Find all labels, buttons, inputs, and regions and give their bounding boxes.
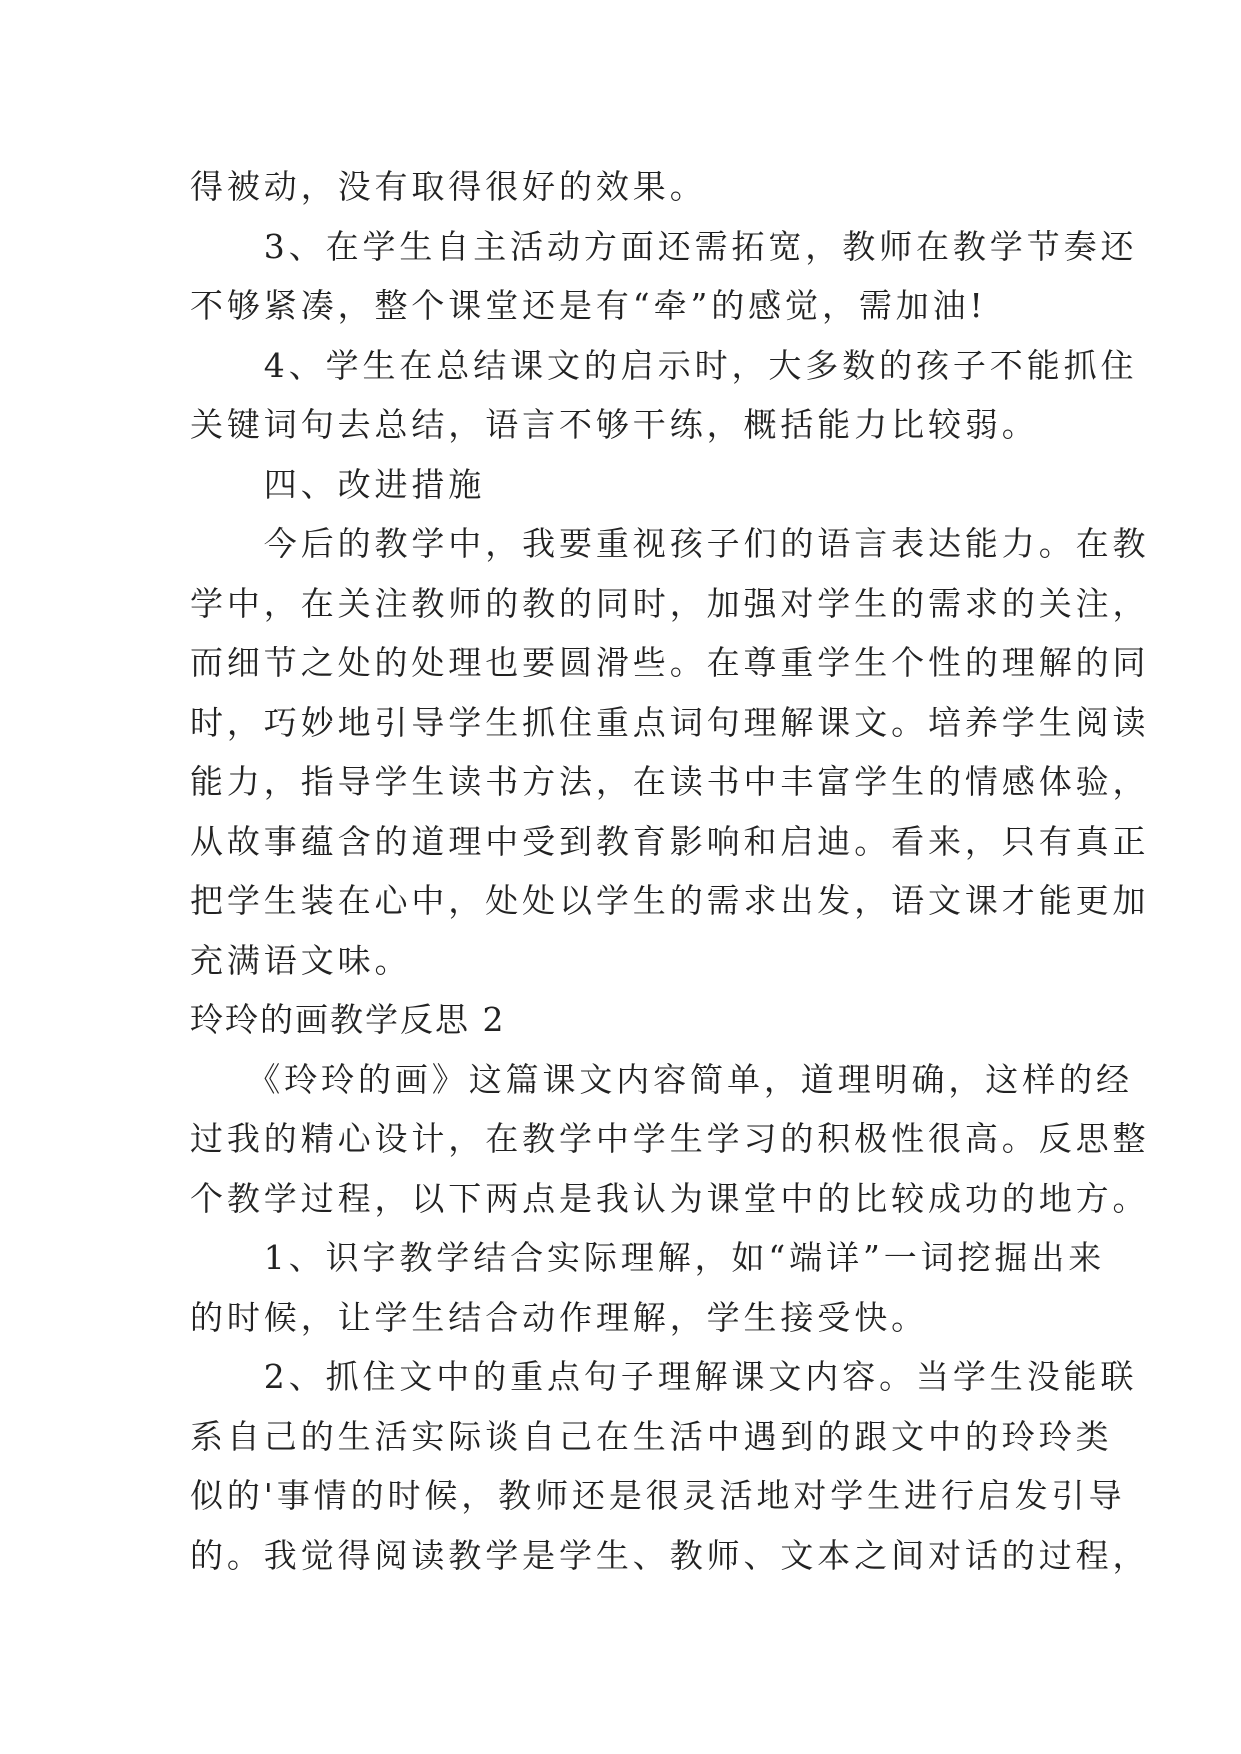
section-heading: 四、改进措施 bbox=[190, 464, 486, 504]
text-line: 个教学过程，以下两点是我认为课堂中的比较成功的地方。 bbox=[190, 1178, 1150, 1218]
text-line: 似的'事情的时候，教师还是很灵活地对学生进行启发引导 bbox=[190, 1476, 1126, 1515]
article-title: 玲玲的画教学反思 2 bbox=[190, 1000, 506, 1039]
text-line: 今后的教学中，我要重视孩子们的语言表达能力。在教 bbox=[190, 524, 1150, 563]
text-line: 把学生装在心中，处处以学生的需求出发，语文课才能更加 bbox=[190, 881, 1150, 920]
text-line: 能力，指导学生读书方法，在读书中丰富学生的情感体验， bbox=[190, 762, 1150, 801]
document-body bbox=[190, 157, 1150, 1585]
text-line: 时，巧妙地引导学生抓住重点词句理解课文。培养学生阅读 bbox=[190, 702, 1150, 742]
text-line: 3、在学生自主活动方面还需拓宽，教师在教学节奏还 bbox=[190, 226, 1138, 266]
text-line: 系自己的生活实际谈自己在生活中遇到的跟文中的玲玲类 bbox=[190, 1416, 1113, 1456]
text-line: 4、学生在总结课文的启示时，大多数的孩子不能抓住 bbox=[190, 345, 1138, 385]
text-line: 从故事蕴含的道理中受到教育影响和启迪。看来，只有真正 bbox=[190, 821, 1150, 861]
text-line: 过我的精心设计，在教学中学生学习的积极性很高。反思整 bbox=[190, 1119, 1150, 1158]
text-line: 的。我觉得阅读教学是学生、教师、文本之间对话的过程， bbox=[190, 1535, 1150, 1575]
text-line: 充满语文味。 bbox=[190, 940, 412, 980]
text-line: 不够紧凑，整个课堂还是有“牵”的感觉，需加油! bbox=[190, 286, 987, 325]
text-line: 学中，在关注教师的教的同时，加强对学生的需求的关注， bbox=[190, 583, 1150, 623]
text-line: 关键词句去总结，语言不够干练，概括能力比较弱。 bbox=[190, 405, 1039, 444]
text-line: 《玲玲的画》这篇课文内容简单，道理明确，这样的经 bbox=[190, 1059, 1133, 1099]
text-line: 2、抓住文中的重点句子理解课文内容。当学生没能联 bbox=[190, 1357, 1138, 1396]
text-line: 的时候，让学生结合动作理解，学生接受快。 bbox=[190, 1297, 928, 1337]
text-line: 1、识字教学结合实际理解，如“端详”一词挖掘出来 bbox=[190, 1238, 1106, 1277]
text-line: 得被动，没有取得很好的效果。 bbox=[190, 167, 707, 206]
text-line: 而细节之处的处理也要圆滑些。在尊重学生个性的理解的同 bbox=[190, 643, 1150, 682]
